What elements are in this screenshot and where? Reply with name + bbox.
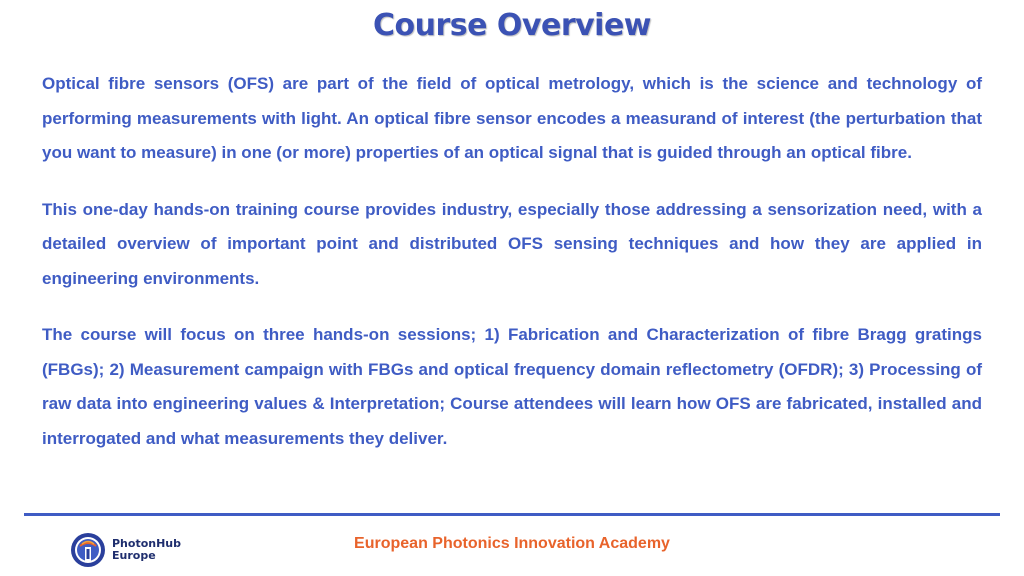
- slide-title: Course Overview: [372, 8, 652, 43]
- footer-divider: [24, 513, 1000, 516]
- logo-line-photonhub: PhotonHub: [112, 537, 182, 550]
- logo-line-europe: Europe: [112, 549, 156, 562]
- paragraph-ofs-intro: Optical fibre sensors (OFS) are part of the field of optical metrology, which is the science and technology of performing measurements with light. An optical fibre sensor encodes a measurand of interest (the perturbation that you want to measure) in one (or more) properties of an optical signal that is guided through an optical fibre.: [42, 74, 982, 162]
- course-description: [42, 67, 982, 478]
- paragraph-sessions: The course will focus on three hands-on sessions; 1) Fabrication and Characterization of fibre Bragg gratings (FBGs); 2) Measurement campaign with FBGs and optical frequency domain reflectometry (OFDR); 3) Processing of raw data into engineering values & Interpretation; Course attendees will learn how OFS are fabricated, installed and interrogated and what measurements they deliver.: [42, 325, 982, 448]
- paragraph-course-purpose: This one-day hands-on training course provides industry, especially those addressing a sensorization need, with a detailed overview of important point and distributed OFS sensing techniques and how they are applied in engineering environments.: [42, 199, 982, 288]
- academy-name: European Photonics Innovation Academy: [354, 535, 670, 552]
